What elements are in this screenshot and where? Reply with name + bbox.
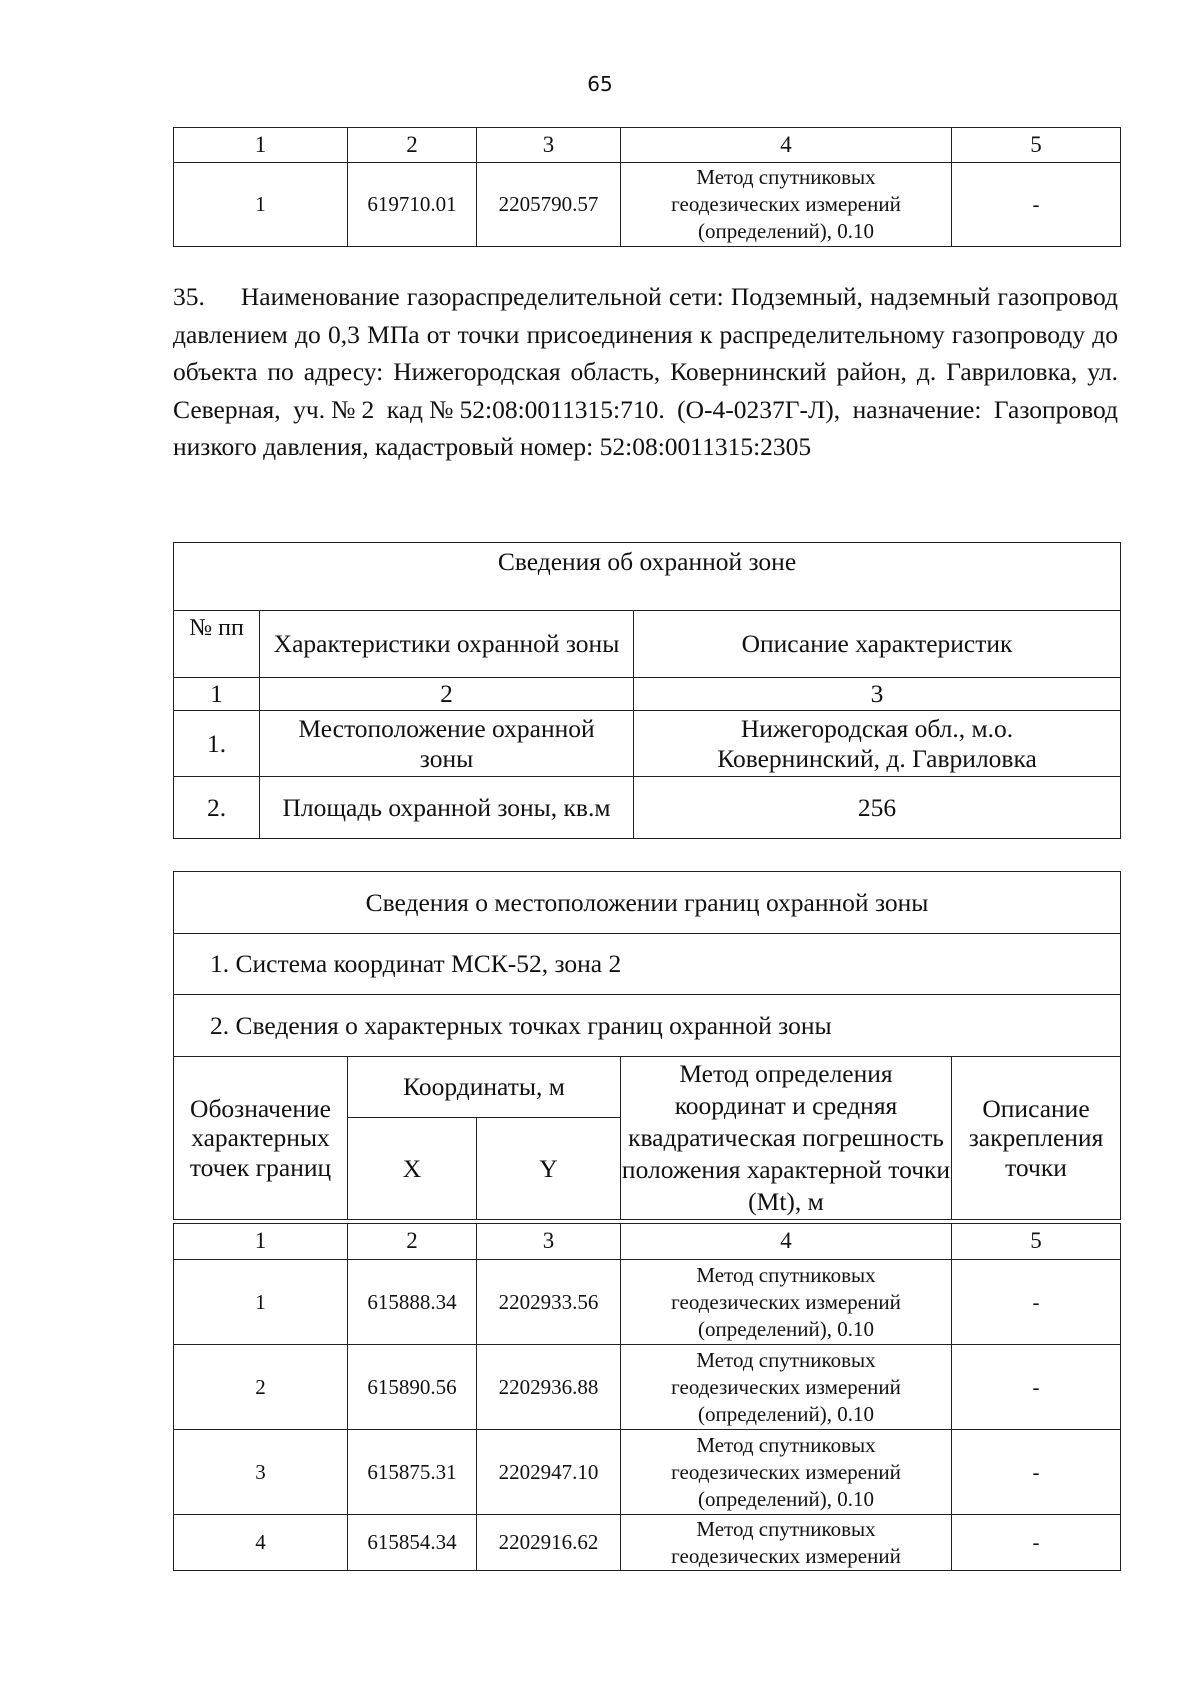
header-cell: 5 [952, 1224, 1121, 1260]
method-cell [621, 1430, 952, 1515]
fixing-description: - [952, 1430, 1121, 1515]
method-line: (определений), 0.10 [697, 1316, 875, 1341]
method-line: геодезических измерений [671, 1289, 901, 1314]
header-method: Метод определения координат и средняя квадратическая погрешность положения характерной точки (Mt), м [621, 1057, 952, 1220]
numbering-cell: 1 [174, 678, 260, 711]
table-row [174, 1430, 1121, 1515]
method-line: геодезических измерений [671, 1543, 901, 1568]
method-cell [621, 1515, 952, 1571]
header-cell: 4 [621, 128, 952, 163]
header-x: X [348, 1118, 477, 1220]
column-header-number: № пп [174, 611, 260, 678]
table-header-numbering [174, 1224, 1121, 1260]
boundary-points-table [173, 1223, 1121, 1571]
boundaries-title: Сведения о местоположении границ охранной зоны [174, 872, 1121, 934]
header-cell: 2 [348, 1224, 477, 1260]
method-line: (определений), 0.10 [697, 1401, 875, 1426]
description: 256 [634, 777, 1121, 839]
description: Нижегородская обл., м.о. Ковернинский, д. Гавриловка [634, 711, 1121, 777]
header-y: Y [477, 1118, 621, 1220]
coord-y: 2202947.10 [477, 1430, 621, 1515]
header-cell: 2 [348, 128, 477, 163]
point-number: 3 [174, 1430, 348, 1515]
table-row [174, 163, 1121, 247]
fixing-description: - [952, 163, 1121, 247]
coord-x: 619710.01 [348, 163, 477, 247]
method-line: Метод спутниковых [696, 1516, 876, 1541]
header-cell: 3 [477, 128, 621, 163]
characteristic: Площадь охранной зоны, кв.м [260, 777, 634, 839]
header-cell: 3 [477, 1224, 621, 1260]
characteristic: Местоположение охранной зоны [260, 711, 634, 777]
coord-x: 615890.56 [348, 1345, 477, 1430]
fixing-description: - [952, 1345, 1121, 1430]
method-line: геодезических измерений [671, 192, 901, 216]
coord-x: 615854.34 [348, 1515, 477, 1571]
zone-info-table [173, 542, 1121, 839]
page-number: 65 [587, 72, 613, 96]
row-number: 2. [174, 777, 260, 839]
header-cell: 1 [174, 1224, 348, 1260]
method-line: (определений), 0.10 [697, 1486, 875, 1511]
row-number: 1. [174, 711, 260, 777]
coord-y: 2205790.57 [477, 163, 621, 247]
header-fixing: Описание закрепления точки [952, 1057, 1121, 1220]
header-cell: 4 [621, 1224, 952, 1260]
method-cell [621, 1260, 952, 1345]
table-row [174, 1345, 1121, 1430]
point-number: 4 [174, 1515, 348, 1571]
table-row [174, 1260, 1121, 1345]
points-title: 2. Сведения о характерных точках границ охранной зоны [174, 995, 1121, 1057]
table-row [174, 777, 1121, 839]
coord-y: 2202916.62 [477, 1515, 621, 1571]
header-cell: 5 [952, 128, 1121, 163]
fixing-description: - [952, 1260, 1121, 1345]
boundaries-table [173, 871, 1121, 1220]
method-cell [621, 1345, 952, 1430]
column-header-description: Описание характеристик [634, 611, 1121, 678]
zone-info-title: Сведения об охранной зоне [174, 543, 1121, 611]
point-number: 1 [174, 163, 348, 247]
point-number: 2 [174, 1345, 348, 1430]
method-line: Метод спутниковых [696, 1347, 876, 1372]
numbering-cell: 3 [634, 678, 1121, 711]
table-row [174, 1515, 1121, 1571]
header-coordinates: Координаты, м [348, 1057, 621, 1118]
table-header-numbering [174, 128, 1121, 163]
fixing-description: - [952, 1515, 1121, 1571]
coord-y: 2202933.56 [477, 1260, 621, 1345]
table-row [174, 711, 1121, 777]
coord-y: 2202936.88 [477, 1345, 621, 1430]
numbering-cell: 2 [260, 678, 634, 711]
method-cell [621, 163, 952, 247]
coord-x: 615875.31 [348, 1430, 477, 1515]
method-line: Метод спутниковых [696, 1432, 876, 1457]
header-designation: Обозначение характерных точек границ [174, 1057, 348, 1220]
method-line: геодезических измерений [671, 1459, 901, 1484]
header-cell: 1 [174, 128, 348, 163]
top-coordinates-table [173, 127, 1121, 247]
column-header-characteristic: Характеристики охранной зоны [260, 611, 634, 678]
method-line: Метод спутниковых [696, 1262, 876, 1287]
gas-network-description: 35. Наименование газораспределительной сети: Подземный, надземный газопровод давлением до 0,3 МПа от точки присоединения к распределительному газопроводу до объекта по адресу: Нижегородская область, Ковернинский район, д. Гавриловка, ул. Северная, уч.№2 кад№52:08:0011315:710. (О-4-0237Г-Л), назначение: Газопровод низкого давления, кадастровый номер: 52:08:0011315:2305 [173, 282, 1118, 461]
coordinate-system: 1. Система координат МСК-52, зона 2 [174, 934, 1121, 995]
method-line: Метод спутниковых [696, 165, 876, 189]
method-line: геодезических измерений [671, 1374, 901, 1399]
point-number: 1 [174, 1260, 348, 1345]
coord-x: 615888.34 [348, 1260, 477, 1345]
method-line: (определений), 0.10 [697, 219, 875, 243]
